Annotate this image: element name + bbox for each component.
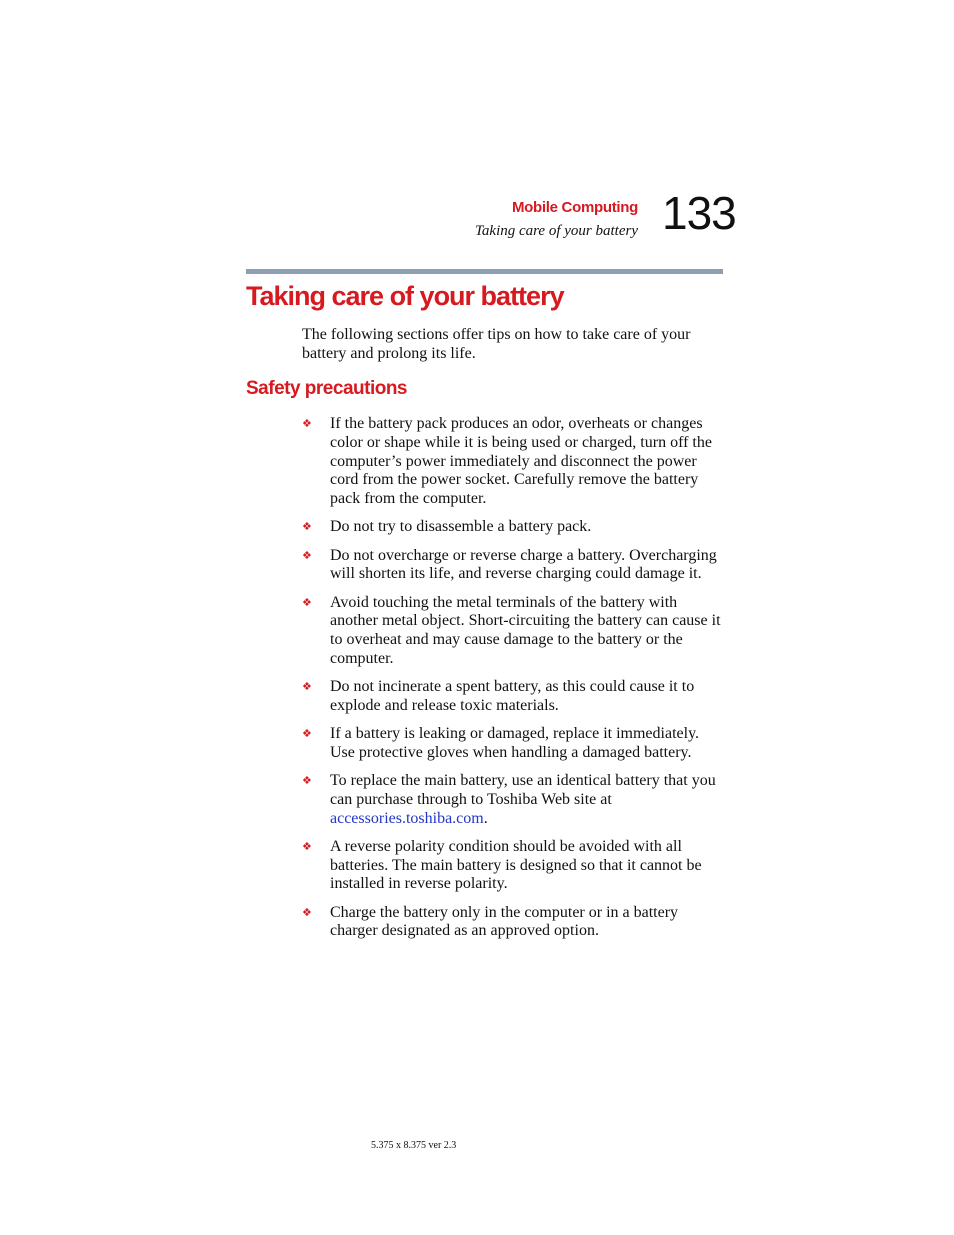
diamond-bullet-icon: ❖ <box>302 417 312 430</box>
list-item-text: Do not overcharge or reverse charge a battery. Overcharging will shorten its life, and reverse charging could damage it. <box>330 546 717 583</box>
diamond-bullet-icon: ❖ <box>302 548 312 562</box>
list-item-text: To replace the main battery, use an identical battery that you can purchase through to Toshiba Web site at <box>330 772 716 808</box>
diamond-bullet-icon: ❖ <box>302 905 312 919</box>
list-item <box>302 725 727 763</box>
diamond-bullet-icon: ❖ <box>302 595 312 609</box>
list-item-text: Do not incinerate a spent battery, as this could cause it to explode and release toxic materials. <box>330 678 695 714</box>
page-title: Taking care of your battery <box>246 281 564 311</box>
page-footer: 5.375 x 8.375 ver 2.3 <box>371 1140 457 1151</box>
diamond-bullet-icon: ❖ <box>302 839 312 853</box>
running-header-chapter: Mobile Computing <box>511 199 638 216</box>
list-item <box>302 678 727 716</box>
list-item-text-end: . <box>483 809 488 827</box>
diamond-bullet-icon: ❖ <box>302 774 312 788</box>
running-header-section: Taking care of your battery <box>474 223 638 239</box>
page-number: 133 <box>662 187 736 239</box>
diamond-bullet-icon: ❖ <box>302 727 312 741</box>
diamond-bullet-icon: ❖ <box>302 520 312 534</box>
list-item <box>302 904 727 942</box>
list-item-text: A reverse polarity condition should be avoided with all batteries. The main battery is designed so that it cannot be installed in reverse polarity. <box>330 837 702 893</box>
list-item <box>302 518 727 537</box>
list-item-text: Charge the battery only in the computer or in a battery charger designated as an approved option. <box>330 903 679 940</box>
safety-precautions-list <box>302 415 727 951</box>
list-item-text: Do not try to disassemble a battery pack. <box>330 518 592 536</box>
title-divider-rule <box>246 269 723 274</box>
list-item <box>302 594 727 669</box>
intro-paragraph: The following sections offer tips on how to take care of your battery and prolong its life. <box>302 326 691 362</box>
diamond-bullet-icon: ❖ <box>302 680 312 694</box>
section-title-safety-precautions: Safety precautions <box>246 378 407 399</box>
list-item <box>302 772 727 828</box>
list-item-text: Avoid touching the metal terminals of the battery with another metal object. Short-circuiting the battery can cause it to overheat and may cause damage to the battery or the computer. <box>330 593 721 667</box>
list-item-text: If a battery is leaking or damaged, replace it immediately. Use protective gloves when handling a damaged battery. <box>330 725 700 761</box>
list-item-text: If the battery pack produces an odor, overheats or changes color or shape while it is being used or charged, turn off the computer’s power immediately and disconnect the power cord from the power socket. Carefully remove the battery pack from the computer. <box>330 415 712 508</box>
accessories-toshiba-link[interactable]: accessories.toshiba.com <box>330 809 484 827</box>
list-item <box>302 415 727 509</box>
list-item <box>302 547 727 585</box>
list-item <box>302 838 727 894</box>
